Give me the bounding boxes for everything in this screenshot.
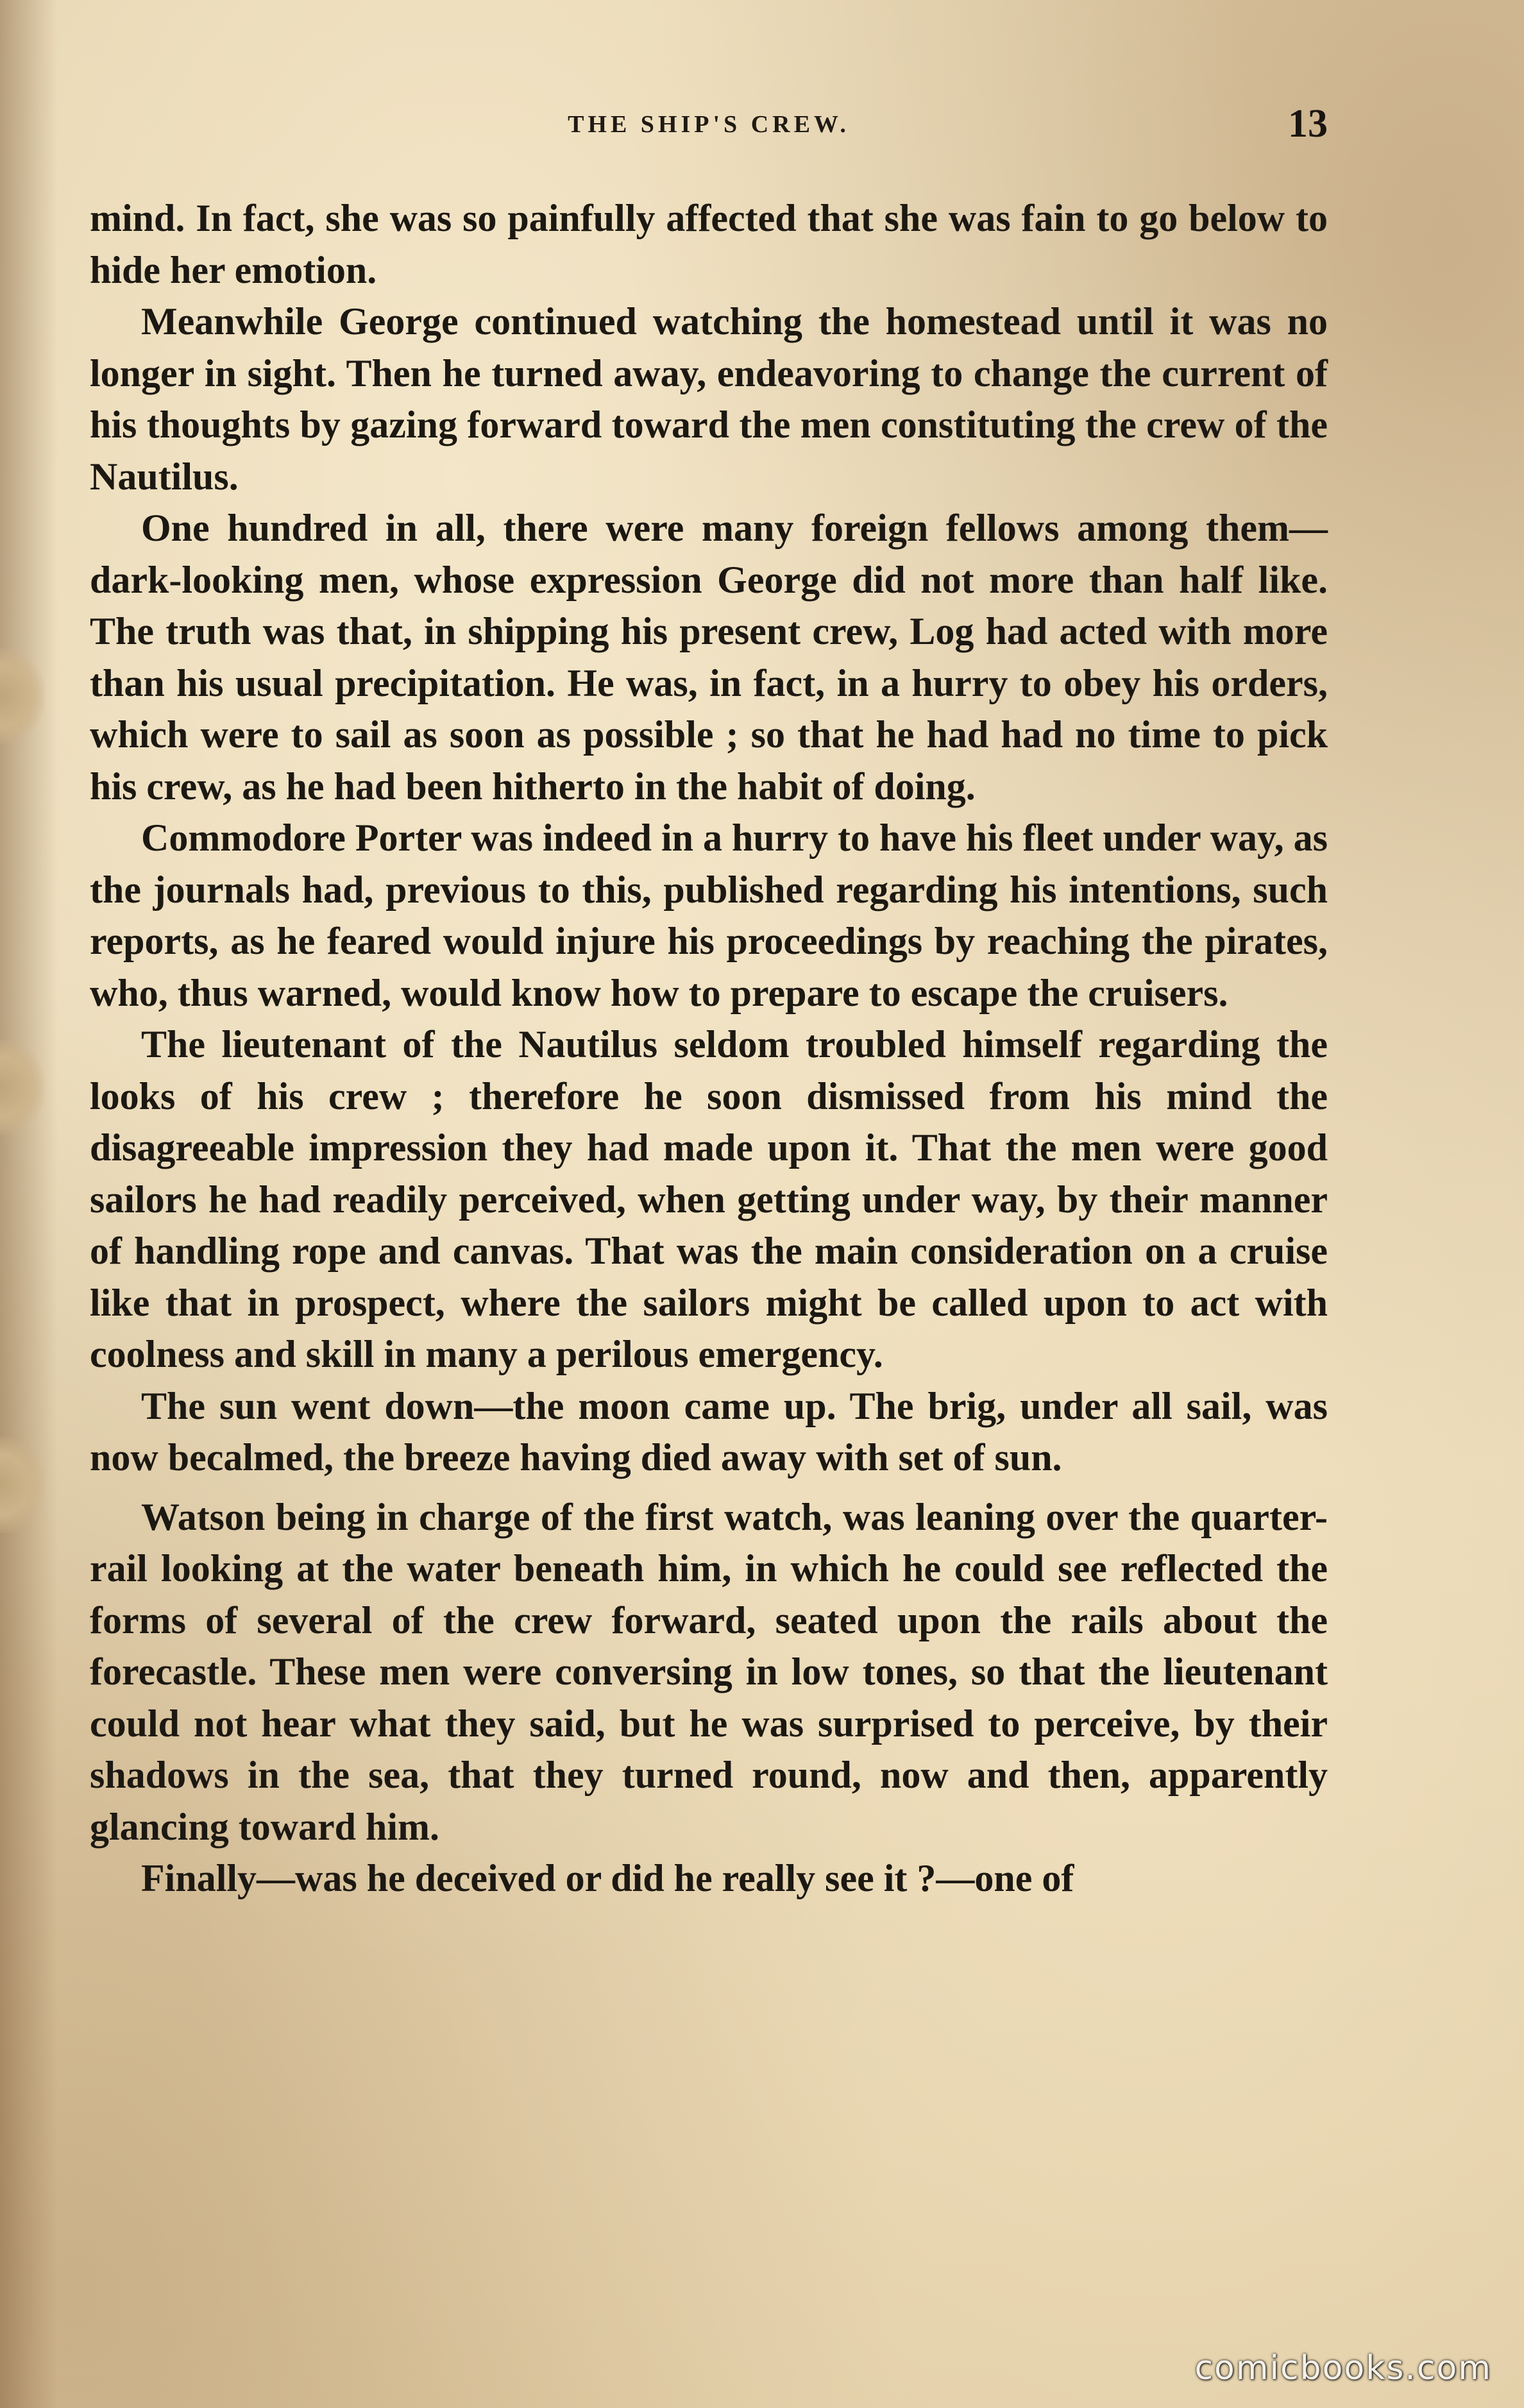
body-text — [90, 192, 1328, 1904]
paragraph: Finally—was he deceived or did he really see it ?—one of — [141, 1857, 1074, 1899]
paragraph: One hundred in all, there were many foreign fellows among them—dark-looking men, whose expression George did not more than half like. The truth was that, in shipping his present crew, Log had acted with more than his usual precipitation. He was, in fact, in a hurry to obey his orders, which were to sail as soon as possible ; so that he had had no time to pick his crew, as he had been hitherto in the habit of doing. — [90, 507, 1328, 808]
page-tear — [0, 1039, 45, 1135]
paragraph: Commodore Porter was indeed in a hurry to have his fleet under way, as the journals had, previous to this, published regarding his intentions, such reports, as he feared would injure his proceedings by reaching the pirates, who, thus warned, would know how to prepare to escape the cruisers. — [90, 817, 1328, 1014]
page-tear — [0, 1437, 45, 1533]
paragraph: mind. In fact, she was so painfully affected that she was fain to go below to hide her emotion. — [90, 197, 1328, 291]
paragraph: The sun went down—the moon came up. The brig, under all sail, was now becalmed, the breeze having died away with set of sun. — [90, 1384, 1328, 1479]
page-tear — [0, 648, 45, 744]
running-head: THE SHIP'S CREW. — [568, 111, 850, 138]
watermark: comicbooks.com — [1194, 2349, 1492, 2387]
paragraph: The lieutenant of the Nautilus seldom troubled himself regarding the looks of his crew ; therefore he soon dismissed from his mind the disagreeable impression they had made upon it. That the men were good sailors he had readily perceived, when getting under way, by their manner of handling rope and canvas. That was the main consideration on a cruise like that in prospect, where the sailors might be called upon to act with coolness and skill in many a perilous emergency. — [90, 1023, 1328, 1375]
page-number: 13 — [1288, 102, 1328, 146]
spine-shadow — [0, 0, 58, 2408]
page-header — [90, 96, 1328, 154]
paragraph: Watson being in charge of the first watch, was leaning over the quarter-rail looking at the water beneath him, in which he could see reflected the forms of several of the crew forward, seated upon the rails about the forecastle. These men were conversing in low tones, so that the lieutenant could not hear what they said, but he was surprised to perceive, by their shadows in the sea, that they turned round, now and then, apparently glancing toward him. — [90, 1495, 1328, 1848]
paragraph: Meanwhile George continued watching the homestead until it was no longer in sight. Then he turned away, endeavoring to change the current of his thoughts by gazing forward toward the men constituting the crew of the Nautilus. — [90, 300, 1328, 498]
